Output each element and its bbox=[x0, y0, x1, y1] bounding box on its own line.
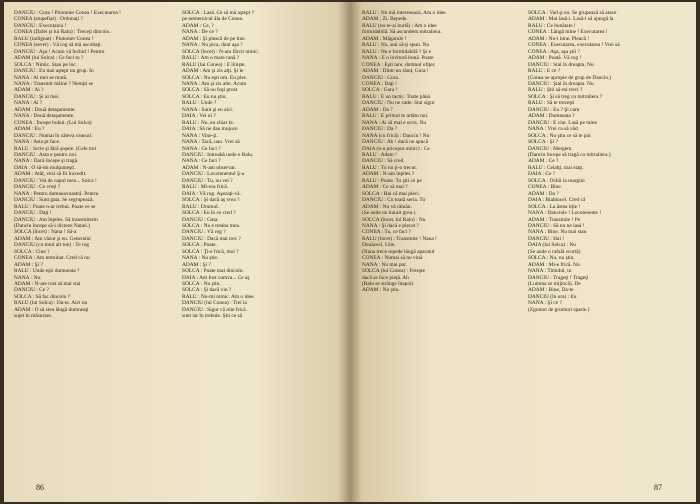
text-line: DANCIU : Am înţeles. Să transmiterm bbox=[14, 216, 98, 223]
text-line: NANA : Vine-ţi. bbox=[182, 132, 218, 139]
text-line: ADAM (lui Solca) : Ce faci tu ? bbox=[14, 55, 84, 62]
page-number-left: 86 bbox=[36, 483, 44, 492]
text-line: NANA : Dacă începe şi tragă. bbox=[14, 158, 79, 165]
text-line: ADAM : Da ? bbox=[362, 106, 393, 113]
text-line: formidabilă. Să ascundem mitraliera. bbox=[362, 29, 442, 36]
text-line: SOLCA : Nu, nu ştiu. bbox=[528, 255, 575, 262]
text-line: ADAM : Nu-i bine. Pleacă ! bbox=[528, 35, 590, 42]
text-line: NANA : Danciule ! Locotenente ! bbox=[528, 210, 602, 217]
text-line: dacă se face pieţă. Ah bbox=[362, 274, 409, 281]
text-line: ADAM : Măgarule ! bbox=[362, 35, 407, 42]
text-line: CONEA : Aşa, aşa ştii ? bbox=[528, 48, 580, 55]
text-line: (Se aude un hurait greu.) bbox=[362, 210, 416, 217]
text-line: NANA : Ai mei se mută. bbox=[14, 74, 68, 81]
text-line: DANCIU (lui Conea) : Trei la bbox=[182, 300, 247, 307]
text-line: (Nana trece repede lângă aparatul bbox=[362, 248, 435, 255]
text-line: ADAM : Dintr-un rând, Gura ! bbox=[362, 68, 429, 75]
text-line: ADAM : Ce, ? bbox=[182, 22, 214, 29]
text-line: NANA : Ai să mai e scris. Nu bbox=[362, 119, 427, 126]
text-line: sunt iar în trebuie. Ştii ce să bbox=[182, 313, 243, 320]
text-line: CONEA : Am terminat. Cred că nu bbox=[14, 255, 90, 262]
text-line: (Ralu se strânge înapoi) bbox=[362, 281, 414, 288]
text-line: SOLCA : Gura ! bbox=[362, 87, 398, 94]
text-line: CONEA : Începe bubui. (Lui Solca) bbox=[14, 119, 92, 126]
text-line: RALU : E primul te artătu noi. bbox=[362, 113, 429, 120]
text-line: ADAM : Am văzut şi eu. Generalul bbox=[14, 235, 91, 242]
text-line: NANA : Ce faci ? bbox=[182, 145, 221, 152]
text-line: CONEA : Bine. bbox=[528, 184, 562, 191]
text-line: DANCIU : Vai de capul meu... Solca ! bbox=[14, 177, 97, 184]
text-line: DANCIU : E clar. Lasă pe mine bbox=[528, 119, 598, 126]
right-page bbox=[350, 2, 696, 502]
text-line: ADAM : Mi-e frică. Nu bbox=[528, 261, 580, 268]
text-line: RALU : Adam ! bbox=[362, 151, 397, 158]
text-line: (Danciu începe să-i dicteze Nanei.) bbox=[14, 222, 90, 229]
text-line: SOLCA : Eu nu ştiu. bbox=[182, 93, 227, 100]
text-line: SOLCA (lui Conea) : Fereşte bbox=[362, 268, 425, 275]
text-line: NANA : Şi ce ? bbox=[528, 300, 562, 307]
text-line: ADAM : Dumneata ? bbox=[528, 113, 575, 120]
text-line: SOLCA : Eu în ce cred ? bbox=[182, 210, 236, 217]
text-line: NANA : Pentru dumneavoastră. Pentru bbox=[14, 190, 99, 197]
text-line: DANCIU : Trageţi ! Trageţi bbox=[528, 274, 589, 281]
text-line: DANCIU : Nu ne cade. Stai sigur bbox=[362, 100, 435, 107]
text-line: DAIA : Să ne dau mujuce bbox=[182, 126, 238, 133]
text-line: RALU : E un tactic. Toate până bbox=[362, 93, 430, 100]
text-line: NANA : Ce faci ? bbox=[182, 158, 221, 165]
left-page-column-2 bbox=[182, 10, 342, 476]
text-line: RALU : Poate. Tu ştii ce pe bbox=[362, 177, 422, 184]
text-line: SOLCA : Poate mai dincolo. bbox=[182, 268, 244, 275]
text-line: NANA : Tacă, uau. Vrei să bbox=[182, 139, 240, 146]
text-line: DANCIU : Ce ? bbox=[14, 287, 49, 294]
text-line: SOLCA : Nu ştiu. bbox=[182, 281, 221, 288]
text-line: SOLCA (încet) : N-am fărcit nimic. bbox=[182, 48, 259, 55]
text-line: DANCIU : Gura ! Plutonier Conea ! Executarea ! bbox=[14, 10, 121, 16]
text-line: SOLCA : Şi să treg cu mitraliera ? bbox=[528, 93, 603, 100]
text-line: ADAM : Şi ? bbox=[14, 261, 43, 268]
text-line: SOLCA (încet) : Nana ! Să-a bbox=[14, 229, 77, 236]
text-line: (Lumina se mijlocă). De bbox=[528, 281, 581, 288]
left-page-columns bbox=[14, 10, 342, 476]
text-line: RALU (nu te-ai burlă) : Am o idee bbox=[362, 22, 437, 29]
text-line: SOLCA : Ochii la margini bbox=[528, 177, 585, 184]
open-book bbox=[4, 2, 696, 502]
text-line: DANCIU : Şi ai mei. bbox=[14, 93, 60, 100]
text-line: SOLCA : Să nu fuşi prost bbox=[182, 87, 238, 94]
text-line: DANCIU : Eu ? Şi cum bbox=[528, 106, 580, 113]
text-line: SOLCA : Hai că mai pleci. bbox=[362, 190, 421, 197]
text-line: NANA : E o lovitură bună. Poate bbox=[362, 55, 434, 62]
text-line: DANCIU : Sigur că mie frică. bbox=[182, 306, 247, 313]
text-line: ADAM : N-are rost să mai stai bbox=[14, 281, 81, 288]
text-line: DANCIU : Gura. bbox=[362, 74, 400, 81]
text-line: RALU : Ce bunătate ! bbox=[528, 22, 576, 29]
text-line: RALU : E ce ? bbox=[528, 68, 561, 75]
text-line: DANCIU : Stai în dreapta. Nu bbox=[528, 61, 594, 68]
text-line: ADAM : Şi pleacă de pe tine. bbox=[182, 35, 246, 42]
text-line: NANA : De ce ? bbox=[182, 29, 218, 36]
right-page-columns bbox=[362, 10, 686, 476]
text-line: NANA : Şi dacă e plecat ? bbox=[362, 222, 419, 229]
text-line: RALU : Celalţi, mai staţi. bbox=[528, 164, 584, 171]
text-line: ADAM : Zi. Repede. bbox=[362, 16, 408, 23]
text-line: DANCIU : Mergem. bbox=[528, 145, 573, 152]
text-line: CONEA : Eşti tare, domnul ofiţer. bbox=[362, 61, 436, 68]
page-number-right: 87 bbox=[654, 483, 662, 492]
text-line: SOLCA : Nu ştiu ce să te pui bbox=[528, 132, 591, 139]
text-line: NANA : Nu pica, doar aşa ? bbox=[182, 42, 243, 49]
text-line: DANCIU : Intreabă unde e Ralu. bbox=[182, 151, 254, 158]
text-line: pe nemernicul ăla de Conea. bbox=[182, 16, 244, 23]
text-line: ADAM : Transmite ! Pe bbox=[528, 216, 581, 223]
text-line: DANCIU : Ce vreţi ? bbox=[14, 184, 61, 191]
text-line: SOLCA : Nu e treaba mea. bbox=[182, 222, 241, 229]
text-line: ADAM : Atât, vezi să fii încredit. bbox=[14, 171, 87, 178]
text-line: ADAM : Ai ? bbox=[14, 87, 44, 94]
text-line: DANCIU : Ah ! dacă ne apucă bbox=[362, 139, 429, 146]
text-line: RALU (lui Conea) : E linişte. bbox=[182, 61, 246, 68]
right-page-column-1 bbox=[362, 10, 520, 476]
text-line: RALU : Unde ? bbox=[182, 100, 217, 107]
text-line: DANCIU : Ştai în dreapta. Nu bbox=[528, 80, 594, 87]
text-line: NANA : Ai ? bbox=[14, 100, 43, 107]
text-line: RALU : Mi-era frică. bbox=[182, 184, 229, 191]
text-line: ADAM : O să stea lângă dumneaţi bbox=[14, 306, 89, 313]
text-line: RALU (indignat) : Plutonier Conea ! bbox=[14, 35, 94, 42]
text-line: ADAM : Am şi zis alţi. Şi le bbox=[182, 68, 244, 75]
text-line: NANA : Am şi zis alte. Acum bbox=[182, 80, 247, 87]
text-line: ADAM : N-am înţeles ? bbox=[362, 171, 415, 178]
text-line: DANCIU : Aşa ! Acum vă închid ! Pentru bbox=[14, 48, 105, 55]
right-page-column-2 bbox=[528, 10, 686, 476]
text-line: RALU : Drumul. bbox=[182, 203, 219, 210]
text-line: RALU : Scrie şi fără şoşele. (Cele trei bbox=[14, 145, 97, 152]
text-line: RALU : Nu e formidabilă ? Şi e bbox=[362, 48, 432, 55]
text-line: DAIA : Biabiucel. Cred că bbox=[528, 197, 586, 204]
text-line: RALU : Am o mare rană ? bbox=[182, 55, 240, 62]
text-line: RALU (încet) : Transmite ! Nana ! bbox=[362, 235, 437, 242]
text-line: ADAM : Două detaşamente. bbox=[14, 106, 76, 113]
text-line: RALU : Unde eşti dumneata ? bbox=[14, 268, 80, 275]
text-line: CONEA : Tu, ce faci ? bbox=[362, 229, 411, 236]
text-line: (Se aude o rafală scurtă) bbox=[528, 248, 581, 255]
text-line: DANCIU : Daţi ! bbox=[14, 210, 52, 217]
text-line: NANA : Vrei ca să văd bbox=[528, 126, 578, 133]
text-line: CONEA (Dafei şi lui Ralu) : Treceţi dincolo. bbox=[14, 29, 111, 36]
text-line: ADAM : Da ? bbox=[528, 190, 559, 197]
left-page bbox=[4, 2, 350, 502]
text-line: ADAM : Mai lasă-i. Lasă-i să ajungă la bbox=[528, 16, 614, 23]
text-line: DANCIU : Eu mai aştept un grup. În bbox=[14, 68, 94, 75]
text-line: SOLCA (încet, lui Ralu) : Nu bbox=[362, 216, 426, 223]
text-line: DANCIU : Asta e pentru noi. bbox=[14, 151, 78, 158]
text-line: DANCIU : Sunt gata. Se regrupează. bbox=[14, 197, 94, 204]
text-line: CONEA (sever) : Vă rog să mă ascultaţi. bbox=[14, 42, 102, 49]
text-line: DANCIU : Vă rog ? bbox=[182, 229, 226, 236]
text-line: SOLCA : Poate. bbox=[182, 242, 217, 249]
text-line: ADAM : Eu ? bbox=[14, 126, 45, 133]
text-line: CONEA (stupefiat) : Ordonaţi ? bbox=[14, 16, 83, 23]
text-line: NANA : Două detaşamente. bbox=[14, 113, 75, 120]
text-line: SOLCA : Să fac dincolo ? bbox=[14, 293, 71, 300]
text-line: SOLCA : Ţi-e frică, moi ? bbox=[182, 248, 239, 255]
text-line: NANA : Timidul, tu bbox=[528, 268, 572, 275]
text-line: CONEA : Executarea, executarea ! Vrei să bbox=[528, 42, 620, 49]
text-line: DANCIU : Locotenentul Ş-a bbox=[182, 171, 245, 178]
text-line: ADAM : Poată. Vă rog ! bbox=[528, 55, 582, 62]
text-line: SOLCA : Vad şi eu. Se grupează să atace bbox=[528, 10, 617, 16]
text-line: Douăzeci. Uite. bbox=[362, 242, 396, 249]
text-line: NANA (cu frică) : Danciu ! Nu bbox=[362, 132, 430, 139]
left-page-column-1 bbox=[14, 10, 174, 476]
text-line: DAIA : Ce ? bbox=[528, 171, 556, 178]
text-line: DANCIU : Tu, nu vei ? bbox=[182, 177, 233, 184]
text-line: DANCIU : Gata. bbox=[182, 216, 219, 223]
text-line: DANCIU : Să nu ne lasă ! bbox=[528, 222, 585, 229]
text-line: DANCIU : Hai ! bbox=[528, 235, 565, 242]
text-line: ADAM : Bine, Da-te bbox=[528, 287, 574, 294]
text-line: CONEA : Lângă mine ! Executarea ! bbox=[528, 29, 608, 36]
text-line: ADAM : Nu vă rămân. bbox=[362, 203, 412, 210]
text-line: ADAM : Ce ? bbox=[528, 158, 559, 165]
text-line: CONEA : Numai să nu vină bbox=[362, 255, 423, 262]
text-line: RALU : Poate n-ar trebui. Poate ce se bbox=[14, 203, 96, 210]
text-line: DANCIU : Dacă mai trec ? bbox=[182, 235, 241, 242]
text-line: NANA : Nu mai pot. bbox=[362, 261, 408, 268]
text-line: SOLCA : Şi dacă aş vrea ? bbox=[182, 197, 240, 204]
text-line: DAIA : Am fost cumva... Ce aş bbox=[182, 274, 250, 281]
text-line: DAIA : Vei oi ? bbox=[182, 113, 216, 120]
text-line: ADAM : Şi ? bbox=[182, 261, 211, 268]
text-line: ADAM : Nu ştiu. bbox=[362, 287, 400, 294]
text-line: CONEA : Daţi ! bbox=[362, 80, 397, 87]
text-line: RALU : Nu, stai să-ţi spun. Nu bbox=[362, 42, 430, 49]
text-line: SOLCA : Lasă. Ce să mă aştept ? bbox=[182, 10, 254, 16]
text-line: RALU : Nu, eu chiar le. bbox=[182, 119, 234, 126]
text-line: DANCIU : Numai în câteva ceasuri. bbox=[14, 132, 93, 139]
text-line: DANCIU : Da ? bbox=[362, 126, 398, 133]
text-line: DANCIU (cu totul alt ton) : Te rog bbox=[14, 242, 90, 249]
text-line: SOLCA : Şi dacă vin ? bbox=[182, 287, 232, 294]
text-line: SOLCA : Nimic. Stau pe loc. bbox=[14, 61, 78, 68]
text-line: NANA : Transmit mâine ? Nemţii se bbox=[14, 80, 94, 87]
text-line: DAIA (lui Solca) : Nu bbox=[528, 242, 576, 249]
text-line: (Zgomot de gromuri sparte.) bbox=[528, 306, 590, 313]
text-line: SOLCA : Şi ? bbox=[528, 139, 558, 146]
text-line: RALU : Ştii să-mi treci ? bbox=[528, 87, 583, 94]
text-line: NANA : Nu ştie. bbox=[182, 255, 219, 262]
text-line: NANA : Nu. bbox=[14, 274, 42, 281]
text-line: NANA : Bine. Nu mai stau bbox=[528, 229, 587, 236]
text-line: RALU : Tu nu ţi-o trecut. bbox=[362, 164, 418, 171]
text-line: sujet în măsurare. bbox=[14, 313, 53, 320]
text-line: DAIA : O să-mi mulţumeşti. bbox=[14, 164, 76, 171]
text-line: DANCIU : Să cred. bbox=[362, 158, 405, 165]
text-line: SOLCA : Cine ? bbox=[14, 248, 50, 255]
text-line: DANCIU : Cu toată seria. Tu bbox=[362, 197, 426, 204]
text-line: DANCIU (în ora) : Eu bbox=[528, 293, 577, 300]
text-line: DAIA (n-a priceput nimic) : Ce bbox=[362, 145, 430, 152]
text-line: SOLCA : Nu eşti om. Eu plec. bbox=[182, 74, 248, 81]
text-line: RALU : Nu mă interesează. Am o idee. bbox=[362, 10, 447, 16]
text-line: RALU (lui Solca) : Da-te. Aici nu bbox=[14, 300, 88, 307]
text-line: ADAM : N-am observat. bbox=[182, 164, 236, 171]
text-line: (Danciu începe să tragă cu mitraliera.) bbox=[528, 151, 611, 158]
text-line: NANA : Asta pt face. bbox=[14, 139, 61, 146]
text-line: SOLCA : La ăstea tiţle ! bbox=[528, 203, 581, 210]
text-line: NANA : Sunt şi eu aici. bbox=[182, 106, 234, 113]
text-line: DAIA : Vă rog. Aşezaţi-vă. bbox=[182, 190, 241, 197]
text-line: (Conea se apropie de grup de Danciu.) bbox=[528, 74, 612, 81]
text-line: RALU : Să te trezeşti bbox=[528, 100, 575, 107]
text-line: ADAM : Ce să mai ? bbox=[362, 184, 408, 191]
text-line: RALU : Nu-mi nimic. Am o idee. bbox=[182, 293, 255, 300]
text-line: DANCIU : Executarea ! bbox=[14, 22, 67, 29]
